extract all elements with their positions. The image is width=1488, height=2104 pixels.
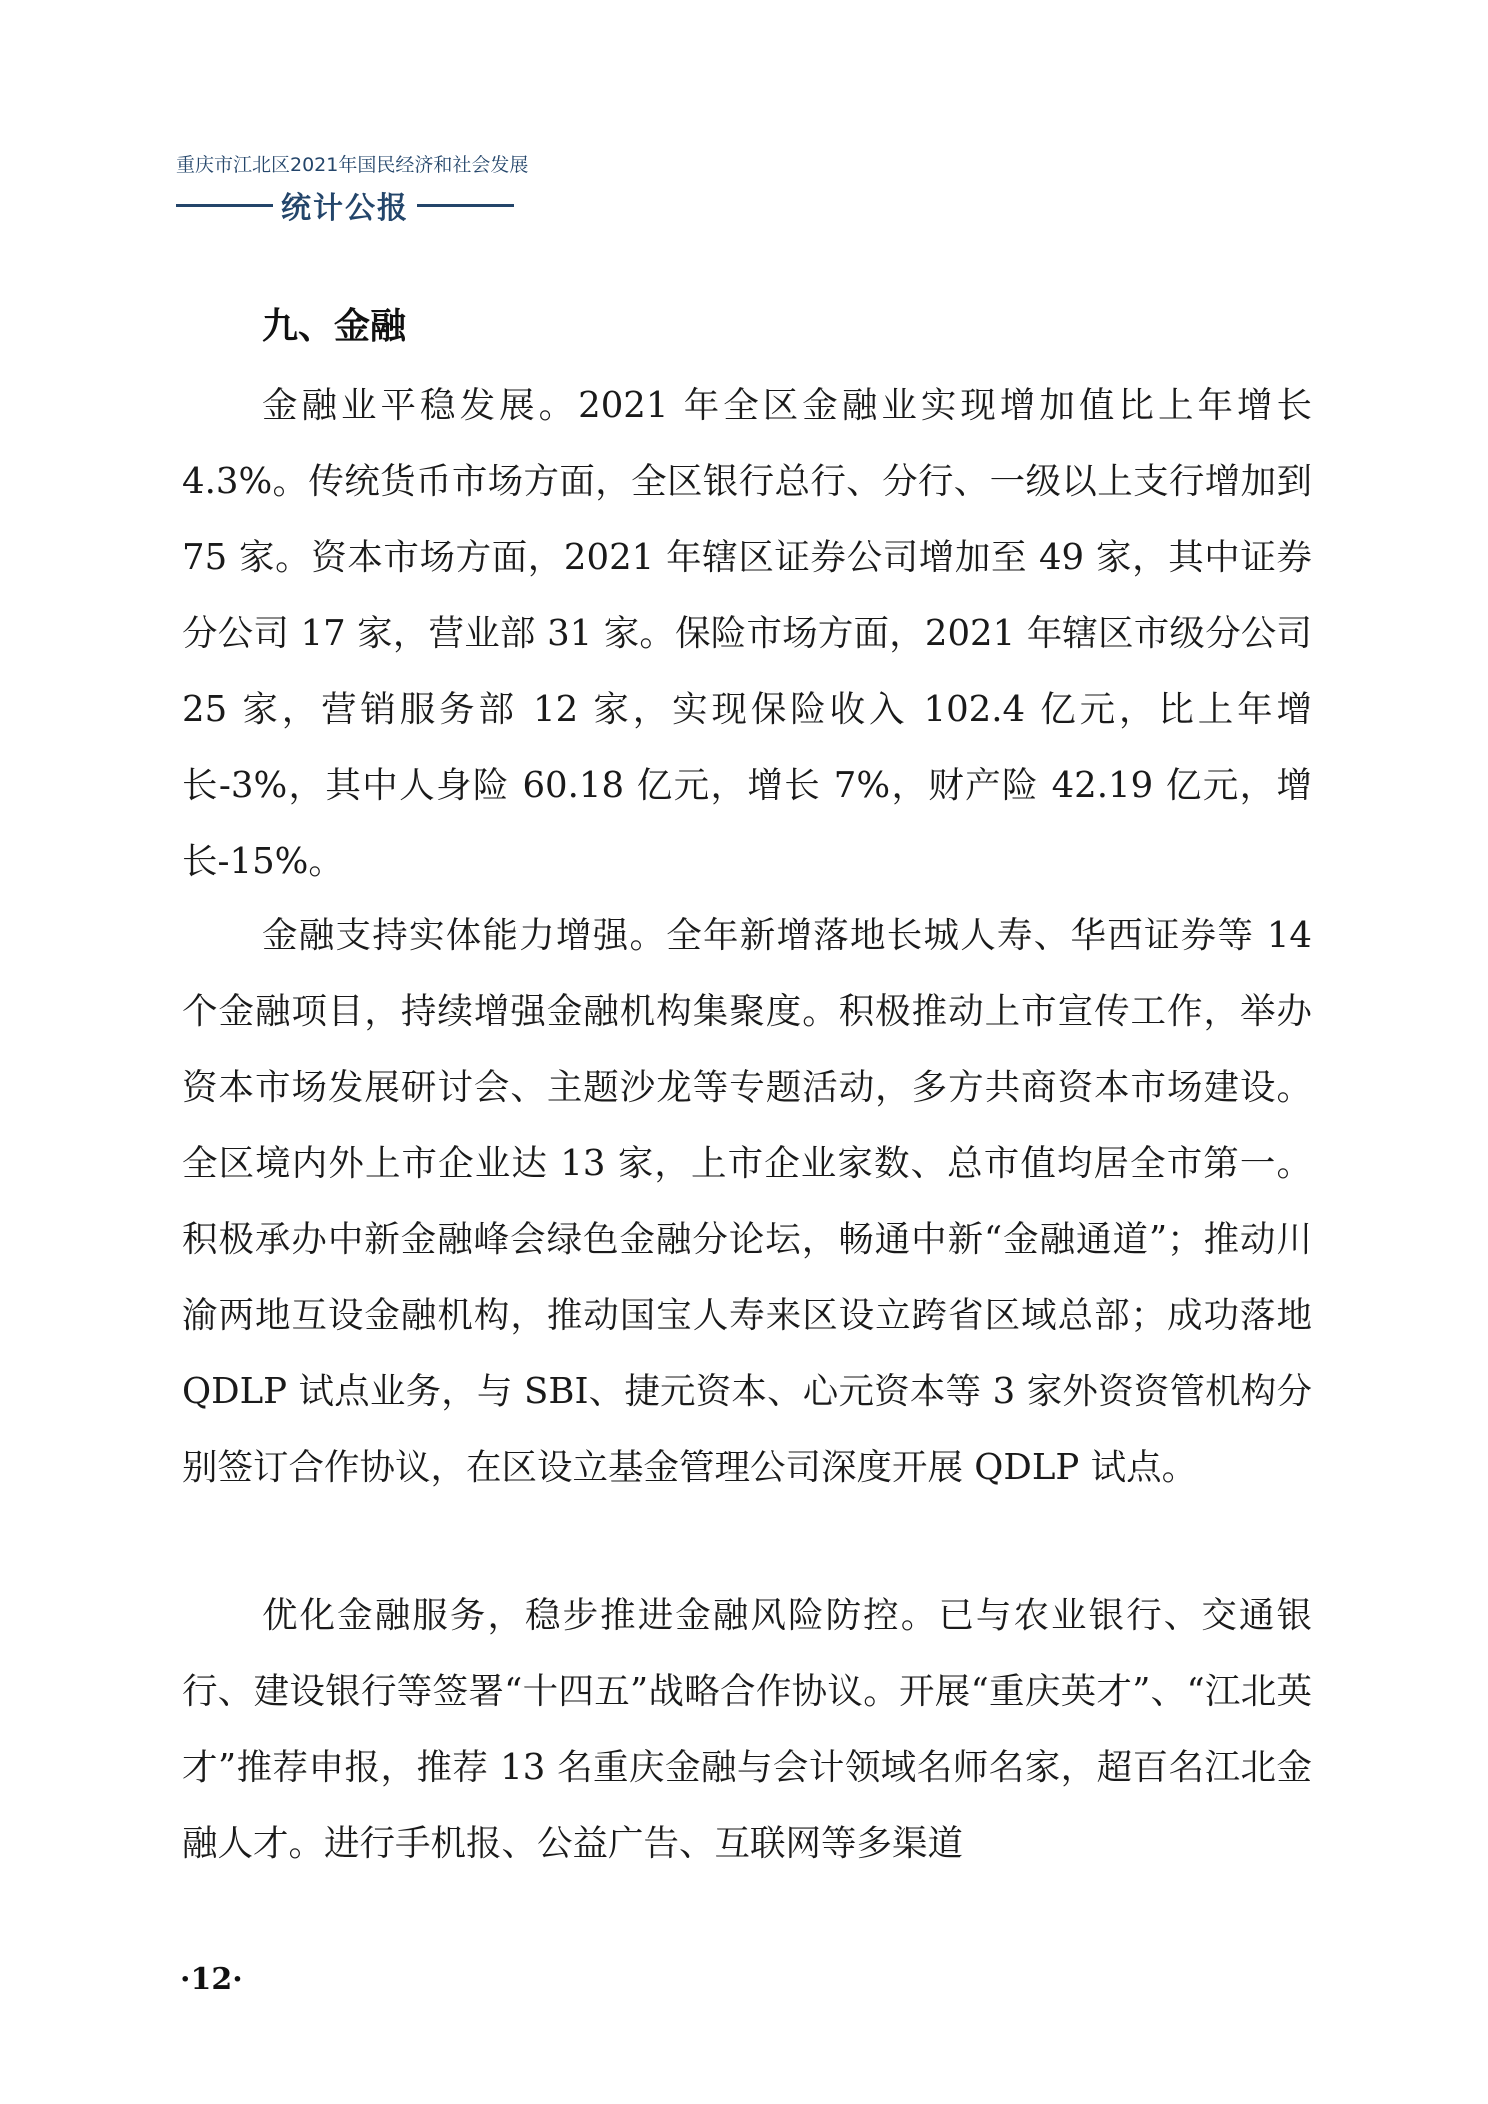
report-title: 统计公报 bbox=[281, 191, 409, 226]
title-left-rule bbox=[176, 204, 273, 207]
section-heading: 九、金融 bbox=[262, 306, 407, 347]
report-subtitle: 重庆市江北区2021年国民经济和社会发展 bbox=[176, 154, 529, 176]
page-number: ·12· bbox=[180, 1962, 243, 1997]
paragraph-financial-services: 优化金融服务，稳步推进金融风险防控。已与农业银行、交通银行、建设银行等签署“十四五”战略合作协议。开展“重庆英才”、“江北英才”推荐申报，推荐 13 名重庆金融与会计领域名师名家，超百名江北金融人才。进行手机报、公益广告、互联网等多渠道 bbox=[182, 1595, 1312, 1864]
report-title-row bbox=[176, 183, 514, 227]
paragraph-real-economy-support: 金融支持实体能力增强。全年新增落地长城人寿、华西证券等 14 个金融项目，持续增强金融机构集聚度。积极推动上市宣传工作，举办资本市场发展研讨会、主题沙龙等专题活动，多方共商资本市场建设。全区境内外上市企业达 13 家，上市企业家数、总市值均居全市第一。积极承办中新金融峰会绿色金融分论坛，畅通中新“金融通道”；推动川渝两地互设金融机构，推动国宝人寿来区设立跨省区域总部；成功落地 QDLP 试点业务，与 SBI、捷元资本、心元资本等 3 家外资资管机构分别签订合作协议，在区设立基金管理公司深度开展 QDLP 试点。 bbox=[182, 915, 1312, 1488]
paragraph-finance-development: 金融业平稳发展。2021 年全区金融业实现增加值比上年增长 4.3%。传统货币市场方面，全区银行总行、分行、一级以上支行增加到 75 家。资本市场方面，2021 年辖区证券公司增加至 49 家，其中证券分公司 17 家，营业部 31 家。保险市场方面，2021 年辖区市级分公司 25 家，营销服务部 12 家，实现保险收入 102.4 亿元，比上年增长-3%，其中人身险 60.18 亿元，增长 7%，财产险 42.19 亿元，增长-15%。 bbox=[182, 385, 1312, 882]
title-right-rule bbox=[417, 204, 514, 207]
report-header bbox=[176, 150, 529, 227]
